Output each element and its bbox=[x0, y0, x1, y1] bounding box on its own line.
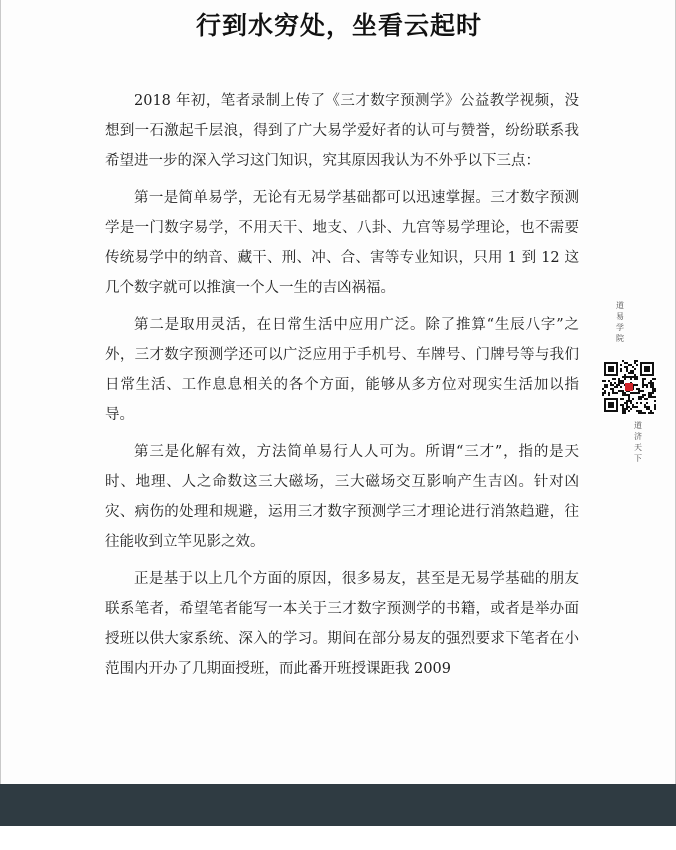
paragraph: 第三是化解有效，方法简单易行人人可为。所谓“三才”，指的是天时、地理、人之命数这三大磁场，三大磁场交互影响产生吉凶。针对凶灾、病伤的处理和规避，运用三才数字预测学三才理论进行消煞趋避，往往能收到立竿见影之效。 bbox=[105, 444, 579, 550]
sidebar-top-text: 道易学院 bbox=[616, 301, 624, 343]
qr-code-graphic bbox=[602, 360, 656, 414]
paragraph: 正是基于以上几个方面的原因，很多易友，甚至是无易学基础的朋友联系笔者，希望笔者能写一本关于三才数字预测学的书籍，或者是举办面授班以供大家系统、深入的学习。期间在部分易友的强烈要求下笔者在小范围内开办了几期面授班，而此番开班授课距我 2009 bbox=[105, 571, 579, 677]
paragraph: 第二是取用灵活，在日常生活中应用广泛。除了推算“生辰八字”之外，三才数字预测学还可以广泛应用于手机号、车牌号、门牌号等与我们日常生活、工作息息相关的各个方面，能够从多方位对现实生活加以指导。 bbox=[105, 317, 579, 423]
article-body bbox=[105, 86, 579, 691]
footer-spacer bbox=[0, 826, 676, 850]
qr-code-icon[interactable] bbox=[602, 360, 656, 414]
footer-band bbox=[0, 784, 676, 826]
page-title: 行到水穷处，坐看云起时 bbox=[195, 11, 482, 40]
sidebar-bottom-text: 道济天下 bbox=[634, 421, 642, 463]
qr-sidebar bbox=[602, 300, 658, 480]
paragraph: 第一是简单易学，无论有无易学基础都可以迅速掌握。三才数字预测学是一门数字易学，不用天干、地支、八卦、九宫等易学理论，也不需要传统易学中的纳音、藏干、刑、冲、合、害等专业知识，只用 1 到 12 这几个数字就可以推演一个人一生的吉凶祸福。 bbox=[105, 190, 579, 296]
paragraph: 2018 年初，笔者录制上传了《三才数字预测学》公益教学视频，没想到一石激起千层浪，得到了广大易学爱好者的认可与赞誉，纷纷联系我希望进一步的深入学习这门知识，究其原因我认为不外乎以下三点： bbox=[105, 93, 579, 169]
